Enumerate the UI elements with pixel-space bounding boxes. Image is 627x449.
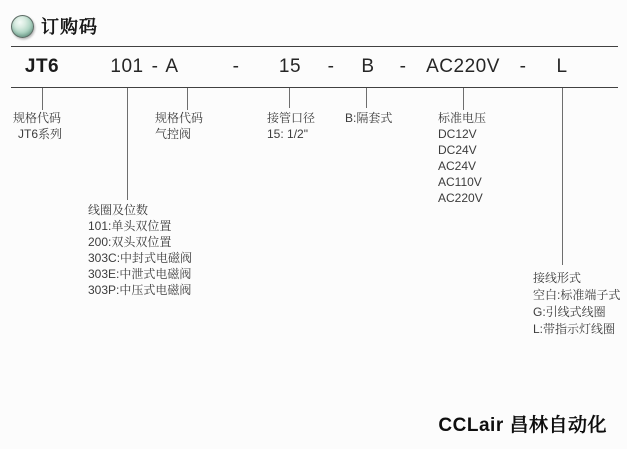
code-separator: - [151,56,159,77]
legend-item: G:引线式线圈 [533,305,606,319]
legend-item: JT6系列 [18,127,63,141]
legend-item: AC110V [438,175,482,189]
legend-item: AC220V [438,191,483,205]
legend-title: 接管口径 [267,111,316,125]
legend-item: B:隔套式 [345,111,393,125]
legend-group-voltage [438,110,486,206]
legend-title: 接线形式 [533,271,582,285]
connector-line-sleeve [366,88,367,108]
connector-line-wiring [562,88,563,265]
legend-item: 气控阀 [155,127,192,141]
legend-group-wiring [533,270,620,338]
legend-item: 101:单头双位置 [88,219,172,233]
code-separator: - [327,56,335,77]
code-segment-series: JT6 [24,56,60,77]
legend-item: AC24V [438,159,477,173]
legend-group-sleeve [345,110,392,126]
legend-title: 标准电压 [438,111,487,125]
legend-item: 空白:标准端子式 [533,288,621,302]
code-segment-wiring: L [556,56,568,77]
divider-top [11,46,618,47]
legend-item: DC12V [438,127,477,141]
legend-group-port [267,110,315,142]
legend-title: 规格代码 [155,111,204,125]
code-separator: - [399,56,407,77]
code-segment-sleeve: B [361,56,375,77]
code-segment-coil: 101 [110,56,144,77]
legend-item: 200:双头双位置 [88,235,172,249]
connector-line-coil [127,88,128,200]
legend-title: 规格代码 [13,111,62,125]
connector-line-series [42,88,43,110]
legend-group-coil [88,202,192,298]
code-separator: - [232,56,240,77]
connector-line-pilot [187,88,188,110]
legend-item: 303C:中封式电磁阀 [88,251,193,265]
connector-line-voltage [463,88,464,110]
legend-item: DC24V [438,143,477,157]
legend-title: 线圈及位数 [88,203,149,217]
brand-text: CCLair 昌林自动化 [438,415,607,436]
bullet-sphere-icon [11,15,34,38]
legend-group-pilot [155,110,203,142]
code-segment-voltage: AC220V [426,56,500,77]
divider-bottom [11,87,618,88]
page-title: 订购码 [41,17,98,37]
legend-item: 303E:中泄式电磁阀 [88,267,192,281]
legend-item: 303P:中压式电磁阀 [88,283,192,297]
legend-item: L:带指示灯线圈 [533,322,616,336]
code-segment-port: 15 [278,56,302,77]
code-separator: - [519,56,527,77]
legend-item: 15: 1/2" [267,127,308,141]
legend-group-series [13,110,62,142]
code-segment-pilot: A [165,56,179,77]
connector-line-port [289,88,290,108]
